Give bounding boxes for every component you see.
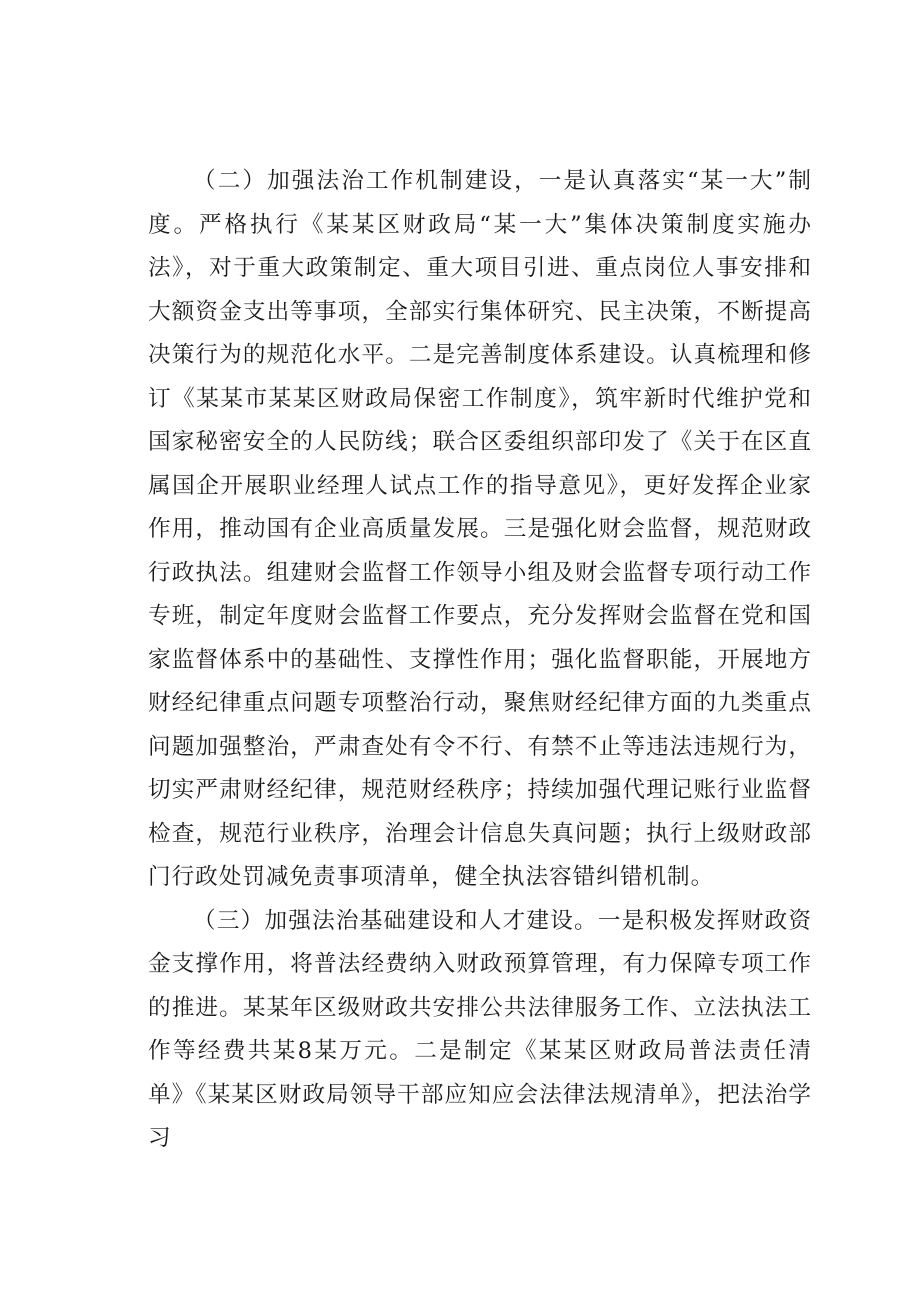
paragraph-legal-mechanism: （二）加强法治工作机制建设，一是认真落实“某一大”制度。严格执行《某某区财政局“某一大”集体决策制度实施办法》，对于重大政策制定、重大项目引进、重点岗位人事安排和大额资金支出等事项，全部实行集体研究、民主决策，不断提高决策行为的规范化水平。二是完善制度体系建设。认真梳理和修订《某某市某某区财政局保密工作制度》，筑牢新时代维护党和国家秘密安全的人民防线；联合区委组织部印发了《关于在区直属国企开展职业经理人试点工作的指导意见》，更好发挥企业家作用，推动国有企业高质量发展。三是强化财会监督，规范财政行政执法。组建财会监督工作领导小组及财会监督专项行动工作专班，制定年度财会监督工作要点，充分发挥财会监督在党和国家监督体系中的基础性、支撑性作用；强化监督职能，开展地方财经纪律重点问题专项整治行动，聚焦财经纪律方面的九类重点问题加强整治，严肃查处有令不行、有禁不止等违法违规行为，切实严肃财经纪律，规范财经秩序；持续加强代理记账行业监督检查，规范行业秩序，治理会计信息失真问题；执行上级财政部门行政处罚减免责事项清单，健全执法容错纠错机制。 bbox=[148, 168, 812, 890]
paragraph-legal-foundation: （三）加强法治基础建设和人才建设。一是积极发挥财政资金支撑作用，将普法经费纳入财政预算管理，有力保障专项工作的推进。某某年区级财政共安排公共法律服务工作、立法执法工作等经费共某8某万元。二是制定《某某区财政局普法责任清单》《某某区财政局领导干部应知应会法律法规清单》，把法治学习 bbox=[148, 907, 812, 1151]
document-body bbox=[148, 160, 812, 1161]
